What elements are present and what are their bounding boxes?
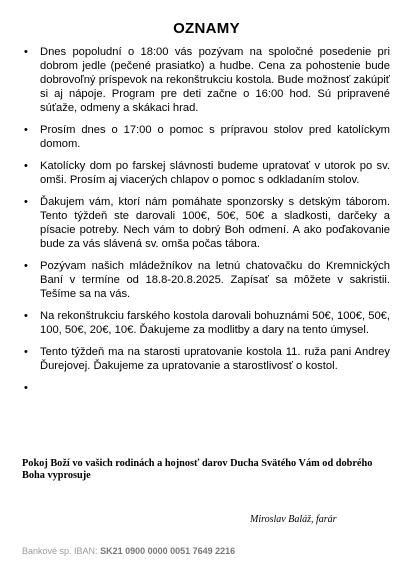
- bank-account-line: [22, 546, 235, 556]
- announcement-text: Ďakujem vám, ktorí nám pomáhate sponzorsky s detským táborom. Tento týždeň ste darovali 100€, 50€, 50€ a sladkosti, darčeky a písacie potreby. Nech vám to dobrý Boh odmení. A ako poďakovanie bude za vás slávená sv. omša počas tábora.: [40, 196, 390, 250]
- list-item: [24, 195, 390, 251]
- bullet-icon: •: [24, 382, 28, 394]
- list-item: [24, 345, 390, 373]
- bullet-icon: •: [24, 346, 28, 358]
- list-item: [24, 159, 390, 187]
- list-item-empty: [24, 381, 390, 395]
- announcement-text: Pozývam našich mládežníkov na letnú chatovačku do Kremnických Baní v termíne od 18.8-20.8.2025. Zapísať sa môžete v sakristii. Tešíme sa na vás.: [40, 260, 390, 300]
- bullet-icon: •: [24, 196, 28, 208]
- announcement-text: Prosím dnes o 17:00 o pomoc s prípravou stolov pred katolíckym domom.: [40, 124, 390, 150]
- bank-label: Bankové sp. IBAN:: [22, 546, 98, 556]
- list-item: [24, 45, 390, 115]
- signature: Miroslav Baláž, farár: [250, 514, 337, 525]
- announcement-text: Na rekonštrukciu farského kostola darovali bohuznámi 50€, 100€, 50€, 100, 50€, 20€, 10€. Ďakujeme za modlitby a dary na tento úmysel.: [40, 310, 390, 336]
- bullet-icon: •: [24, 260, 28, 272]
- list-item: [24, 259, 390, 301]
- page-title: OZNAMY: [173, 20, 240, 37]
- announcement-text: Katolícky dom po farskej slávnosti budeme upratovať v utorok po sv. omši. Prosím aj viacerých chlapov o pomoc s odkladaním stolov.: [40, 160, 390, 186]
- announcement-text: Tento týždeň ma na starosti upratovanie kostola 11. ruža pani Andrey Ďurejovej. Ďakujeme za upratovanie a starostlivosť o kostol.: [40, 346, 390, 372]
- announcement-list: [24, 45, 390, 403]
- bullet-icon: •: [24, 310, 28, 322]
- closing-blessing: Pokoj Boží vo vašich rodinách a hojnosť darov Ducha Svätého Vám od dobrého Boha vyprosuje: [22, 458, 373, 481]
- bullet-icon: •: [24, 46, 28, 58]
- bullet-icon: •: [24, 160, 28, 172]
- list-item: [24, 309, 390, 337]
- list-item: [24, 123, 390, 151]
- bullet-icon: •: [24, 124, 28, 136]
- announcement-text: Dnes popoludní o 18:00 vás pozývam na spoločné posedenie pri dobrom jedle (pečené prasiatko) a hudbe. Cena za pohostenie bude dobrovoľný príspevok na rekonštrukciu kostola. Bude možnosť zakúpiť si aj nápoje. Program pre deti začne o 16:00 hod. Sú pripravené súťaže, odmeny a skákaci hrad.: [40, 46, 390, 114]
- iban-value: SK21 0900 0000 0051 7649 2216: [100, 546, 236, 556]
